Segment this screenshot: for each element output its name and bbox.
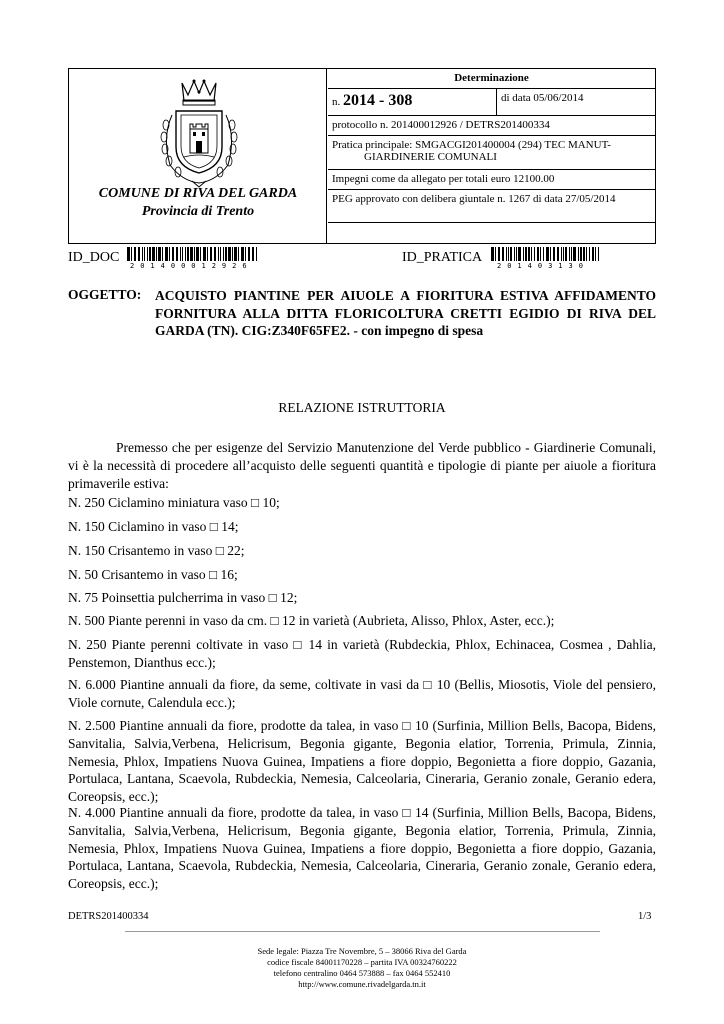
determinazione-number: 2014 - 308 bbox=[343, 92, 413, 109]
barcode-bar bbox=[180, 247, 181, 261]
barcode-bar bbox=[214, 247, 216, 261]
barcode-bar bbox=[248, 247, 250, 261]
barcode-bar bbox=[152, 247, 155, 261]
id-pratica-barcode bbox=[491, 247, 603, 261]
determinazione-title: Determinazione bbox=[328, 69, 655, 89]
footer-divider bbox=[125, 931, 600, 932]
barcode-bar bbox=[508, 247, 509, 261]
empty-row bbox=[328, 223, 655, 243]
barcode-bar bbox=[228, 247, 231, 261]
list-item: N. 2.500 Piantine annuali da fiore, prodotte da talea, in vaso □ 10 (Surfinia, Million Bells, Bacopa, Bidens, Sanvitalia, Salvia,Verbena, Helicrisum, Begonia gigante, Begonia elatior, Torrenia, Primula, Zinnia, Nemesia, Phlox, Impatiens Nuova Guinea, Impatiens a fiore doppio, Begonietta a fiore doppio, Gazania, Portulaca, Lantana, Scaevola, Rubdeckia, Nemesia, Calceolaria, Cineraria, Geranio zonale, Geranio edera, Coreopsis, ecc.); bbox=[68, 718, 656, 805]
barcode-bar bbox=[569, 247, 570, 261]
barcode-bar bbox=[565, 247, 567, 261]
barcode-bar bbox=[495, 247, 496, 261]
intro-paragraph: Premesso che per esigenze del Servizio Manutenzione del Verde pubblico - Giardinerie Comunali, vi è la necessità di procedere all’acquisto delle seguenti quantità e tipologie di piante per aiuole a fioritura primaverile estiva: bbox=[68, 440, 656, 491]
list-item: N. 150 Crisantemo in vaso □ 22; bbox=[68, 543, 245, 558]
barcode-bar bbox=[498, 247, 500, 261]
barcode-bar bbox=[598, 247, 599, 261]
footer-address-line: telefono centralino 0464 573888 – fax 0464 552410 bbox=[273, 968, 451, 978]
barcode-bar bbox=[165, 247, 168, 261]
barcode-bar bbox=[187, 247, 189, 261]
barcode-bar bbox=[586, 247, 587, 261]
barcode-bar bbox=[238, 247, 239, 261]
header-table bbox=[68, 68, 656, 244]
list-item: N. 150 Ciclamino in vaso □ 14; bbox=[68, 519, 239, 534]
barcode-bar bbox=[207, 247, 208, 261]
barcode-bar bbox=[156, 247, 157, 261]
id-pratica-digits: 201403130 bbox=[497, 262, 589, 270]
barcode-bar bbox=[534, 247, 535, 261]
barcode-bar bbox=[142, 247, 143, 261]
list-item: N. 250 Piante perenni coltivate in vaso □ 14 in varietà (Rubdeckia, Phlox, Echinacea, Cosmea , Dahlia, Penstemon, Dianthus ecc.); bbox=[68, 637, 656, 670]
footer-address-line: codice fiscale 84001170228 – partita IVA 00324760222 bbox=[267, 957, 457, 967]
barcode-bar bbox=[144, 247, 145, 261]
impegni-row: Impegni come da allegato per totali euro 12100.00 bbox=[328, 170, 655, 190]
list-item: N. 50 Crisantemo in vaso □ 16; bbox=[68, 567, 238, 582]
barcode-bar bbox=[561, 247, 562, 261]
list-item: N. 250 Ciclamino miniatura vaso □ 10; bbox=[68, 495, 280, 510]
barcode-bar bbox=[540, 247, 541, 261]
barcode-bar bbox=[543, 247, 544, 261]
footer-address bbox=[0, 946, 724, 990]
barcode-bar bbox=[573, 247, 576, 261]
id-doc-barcode bbox=[127, 247, 259, 261]
barcode-bar bbox=[241, 247, 244, 261]
barcode-bar bbox=[491, 247, 494, 261]
barcode-bar bbox=[553, 247, 555, 261]
barcode-bar bbox=[149, 247, 151, 261]
determinazione-number-row bbox=[328, 89, 655, 116]
footer-document-ref: DETRS201400334 bbox=[68, 911, 149, 922]
barcode-bar bbox=[147, 247, 148, 261]
barcode-bar bbox=[506, 247, 507, 261]
footer-website-link[interactable]: http://www.comune.rivadelgarda.tn.it bbox=[298, 979, 426, 989]
barcode-bar bbox=[525, 247, 527, 261]
barcode-bar bbox=[563, 247, 564, 261]
barcode-bar bbox=[514, 247, 515, 261]
barcode-bar bbox=[502, 247, 504, 261]
barcode-bar bbox=[218, 247, 219, 261]
list-item: N. 75 Poinsettia pulcherrima in vaso □ 12; bbox=[68, 590, 298, 605]
list-item: N. 500 Piante perenni in vaso da cm. □ 12 in varietà (Aubrieta, Alisso, Phlox, Aster, ecc.); bbox=[68, 613, 555, 628]
barcode-bar bbox=[203, 247, 206, 261]
barcode-bar bbox=[595, 247, 596, 261]
barcode-bar bbox=[589, 247, 590, 261]
number-label: n. bbox=[332, 96, 341, 108]
pratica-row bbox=[328, 136, 655, 170]
id-doc-label: ID_DOC bbox=[68, 250, 120, 265]
barcode-bar bbox=[518, 247, 521, 261]
barcode-bar bbox=[550, 247, 551, 261]
oggetto-text: ACQUISTO PIANTINE PER AIUOLE A FIORITURA ESTIVA AFFIDAMENTO FORNITURA ALLA DITTA FLORICOLTURA CRETTI EGIDIO DI RIVA DEL GARDA (TN). CIG:Z340F65FE2. - con impegno di spesa bbox=[155, 288, 656, 338]
determinazione-date: di data 05/06/2014 bbox=[501, 92, 584, 104]
list-item: N. 4.000 Piantine annuali da fiore, prodotte da talea, in vaso □ 14 (Surfinia, Million Bells, Bacopa, Bidens, Sanvitalia, Salvia,Verbena, Helicrisum, Begonia gigante, Begonia elatior, Torrenia, Primula, Zinnia, Nemesia, Phlox, Impatiens Nuova Guinea, Impatiens a fiore doppio, Begonietta a fiore doppio, Gazania, Portulaca, Lantana, Scaevola, Rubdeckia, Nemesia, Calceolaria, Cineraria, Geranio zonale, Geranio edera, Coreopsis, ecc.); bbox=[68, 805, 656, 892]
list-item: N. 6.000 Piantine annuali da fiore, da seme, coltivate in vasi da □ 10 (Bellis, Miosotis, Viole del pensiero, Viole cornute, Calendula ecc.); bbox=[68, 677, 656, 710]
page-number: 1/3 bbox=[638, 911, 652, 922]
barcode-bar bbox=[196, 247, 199, 261]
cell-divider bbox=[496, 89, 497, 116]
barcode-bar bbox=[583, 247, 585, 261]
barcode-bar bbox=[190, 247, 193, 261]
barcode-bar bbox=[131, 247, 132, 261]
barcode-bar bbox=[169, 247, 170, 261]
pratica-line1: Pratica principale: SMGACGI201400004 (294) TEC MANUT- bbox=[332, 139, 611, 151]
barcode-bar bbox=[537, 247, 539, 261]
barcode-bar bbox=[592, 247, 594, 261]
barcode-bar bbox=[546, 247, 549, 261]
peg-row: PEG approvato con delibera giuntale n. 1267 di data 27/05/2014 bbox=[328, 190, 655, 223]
barcode-bar bbox=[557, 247, 559, 261]
barcode-bar bbox=[528, 247, 530, 261]
barcode-bar bbox=[256, 247, 257, 261]
barcode-bar bbox=[176, 247, 178, 261]
barcode-bar bbox=[182, 247, 183, 261]
barcode-bar bbox=[194, 247, 195, 261]
barcode-bar bbox=[523, 247, 524, 261]
barcode-bar bbox=[531, 247, 532, 261]
pratica-line2: GIARDINERIE COMUNALI bbox=[364, 151, 497, 163]
barcode-bar bbox=[158, 247, 161, 261]
barcode-bar bbox=[172, 247, 174, 261]
barcode-bar bbox=[516, 247, 517, 261]
barcode-bar bbox=[138, 247, 140, 261]
coat-of-arms-icon bbox=[154, 77, 244, 189]
header-left-cell bbox=[69, 69, 327, 243]
barcode-bar bbox=[232, 247, 233, 261]
barcode-bar bbox=[245, 247, 246, 261]
barcode-bar bbox=[578, 247, 579, 261]
barcode-bar bbox=[234, 247, 237, 261]
barcode-bar bbox=[571, 247, 572, 261]
barcode-bar bbox=[223, 247, 224, 261]
barcode-bar bbox=[200, 247, 201, 261]
barcode-bar bbox=[162, 247, 163, 261]
barcode-bar bbox=[225, 247, 227, 261]
barcode-bar bbox=[252, 247, 254, 261]
protocollo-row: protocollo n. 201400012926 / DETRS201400334 bbox=[328, 116, 655, 136]
barcode-bar bbox=[185, 247, 186, 261]
barcode-bar bbox=[220, 247, 221, 261]
barcode-bar bbox=[210, 247, 212, 261]
id-doc-digits: 201400012926 bbox=[130, 262, 253, 270]
id-pratica-label: ID_PRATICA bbox=[402, 250, 483, 265]
barcode-bar bbox=[510, 247, 512, 261]
oggetto-label: OGGETTO: bbox=[68, 287, 142, 302]
barcode-bar bbox=[134, 247, 136, 261]
barcode-bar bbox=[580, 247, 582, 261]
barcode-bar bbox=[127, 247, 130, 261]
comune-name: COMUNE DI RIVA DEL GARDA bbox=[98, 186, 298, 201]
section-title: RELAZIONE ISTRUTTORIA bbox=[278, 400, 446, 415]
footer-address-line: Sede legale: Piazza Tre Novembre, 5 – 38066 Riva del Garda bbox=[257, 946, 467, 956]
provincia-name: Provincia di Trento bbox=[141, 204, 255, 219]
